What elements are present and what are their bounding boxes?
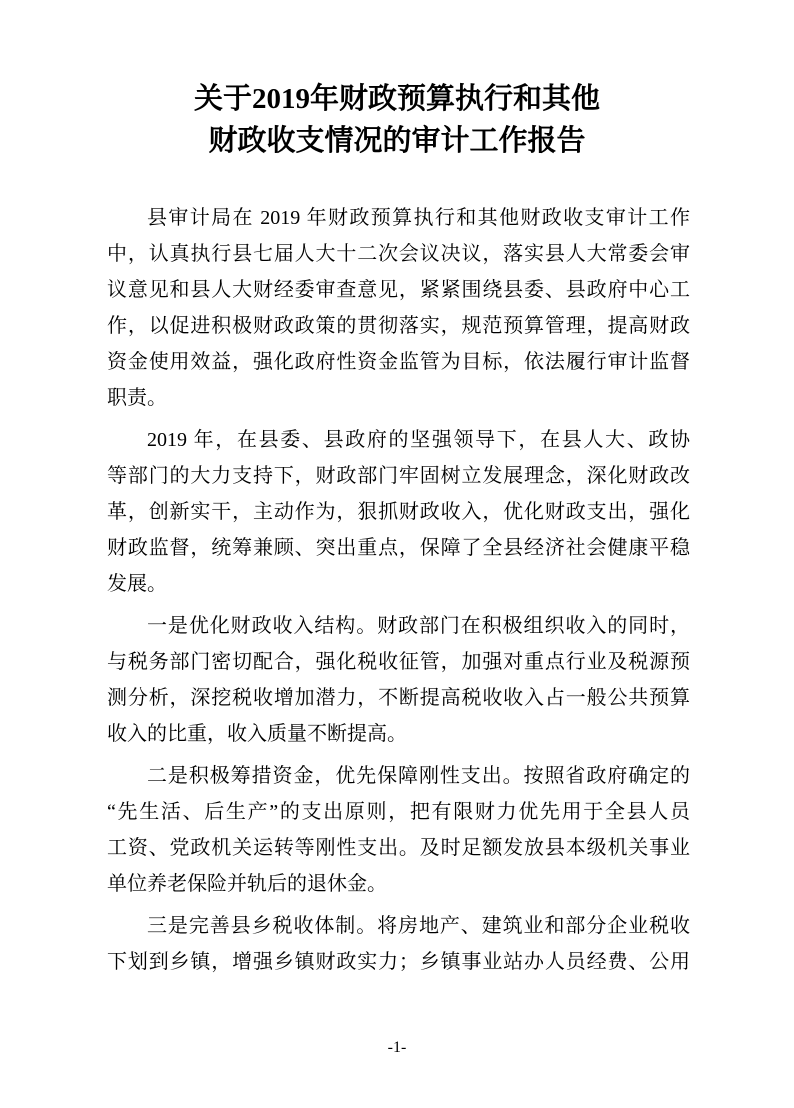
body-line: 发展。 — [107, 573, 167, 595]
body-line: 一是优化财政收入结构。财政部门在积极组织收入的同时， — [147, 615, 690, 637]
body-line: 单位养老保险并轨后的退休金。 — [107, 873, 387, 895]
title-line-1: 关于2019年财政预算执行和其他 — [193, 83, 600, 115]
body-line: 作，以促进积极财政政策的贯彻落实，规范预算管理，提高财政 — [107, 315, 690, 337]
body-line: 测分析，深挖税收增加潜力，不断提高税收收入占一般公共预算 — [107, 687, 690, 709]
paragraph-point-2 — [107, 758, 690, 902]
body-line: 收入的比重，收入质量不断提高。 — [107, 723, 407, 745]
paragraph-intro — [107, 200, 690, 416]
body-line: 财政监督，统筹兼顾、突出重点，保障了全县经济社会健康平稳 — [107, 537, 690, 559]
paragraph-overview — [107, 422, 690, 602]
body-line: 等部门的大力支持下，财政部门牢固树立发展理念，深化财政改 — [107, 465, 690, 487]
body-line: 与税务部门密切配合，强化税收征管，加强对重点行业及税源预 — [107, 651, 690, 673]
document-body — [107, 200, 690, 980]
body-line: 下划到乡镇，增强乡镇财政实力；乡镇事业站办人员经费、公用 — [107, 951, 690, 973]
body-line: 工资、党政机关运转等刚性支出。及时足额发放县本级机关事业 — [107, 837, 690, 859]
body-line: 职责。 — [107, 387, 167, 409]
body-line: 县审计局在 2019 年财政预算执行和其他财政收支审计工作 — [147, 207, 690, 229]
body-line: 2019 年，在县委、县政府的坚强领导下，在县人大、政协 — [147, 429, 690, 451]
paragraph-point-3 — [107, 908, 690, 980]
body-line: 中，认真执行县七届人大十二次会议决议，落实县人大常委会审 — [107, 243, 690, 265]
document-title — [0, 78, 794, 162]
title-line-2: 财政收支情况的审计工作报告 — [208, 125, 586, 157]
body-line: 革，创新实干，主动作为，狠抓财政收入，优化财政支出，强化 — [107, 501, 690, 523]
paragraph-point-1 — [107, 608, 690, 752]
body-line: 议意见和县人大财经委审查意见，紧紧围绕县委、县政府中心工 — [107, 279, 690, 301]
body-line: 三是完善县乡税收体制。将房地产、建筑业和部分企业税收 — [147, 915, 690, 937]
page-number: -1- — [387, 1039, 407, 1056]
body-line: 二是积极筹措资金，优先保障刚性支出。按照省政府确定的 — [147, 765, 690, 787]
body-line: “先生活、后生产”的支出原则，把有限财力优先用于全县人员 — [107, 801, 690, 823]
body-line: 资金使用效益，强化政府性资金监管为目标，依法履行审计监督 — [107, 351, 690, 373]
